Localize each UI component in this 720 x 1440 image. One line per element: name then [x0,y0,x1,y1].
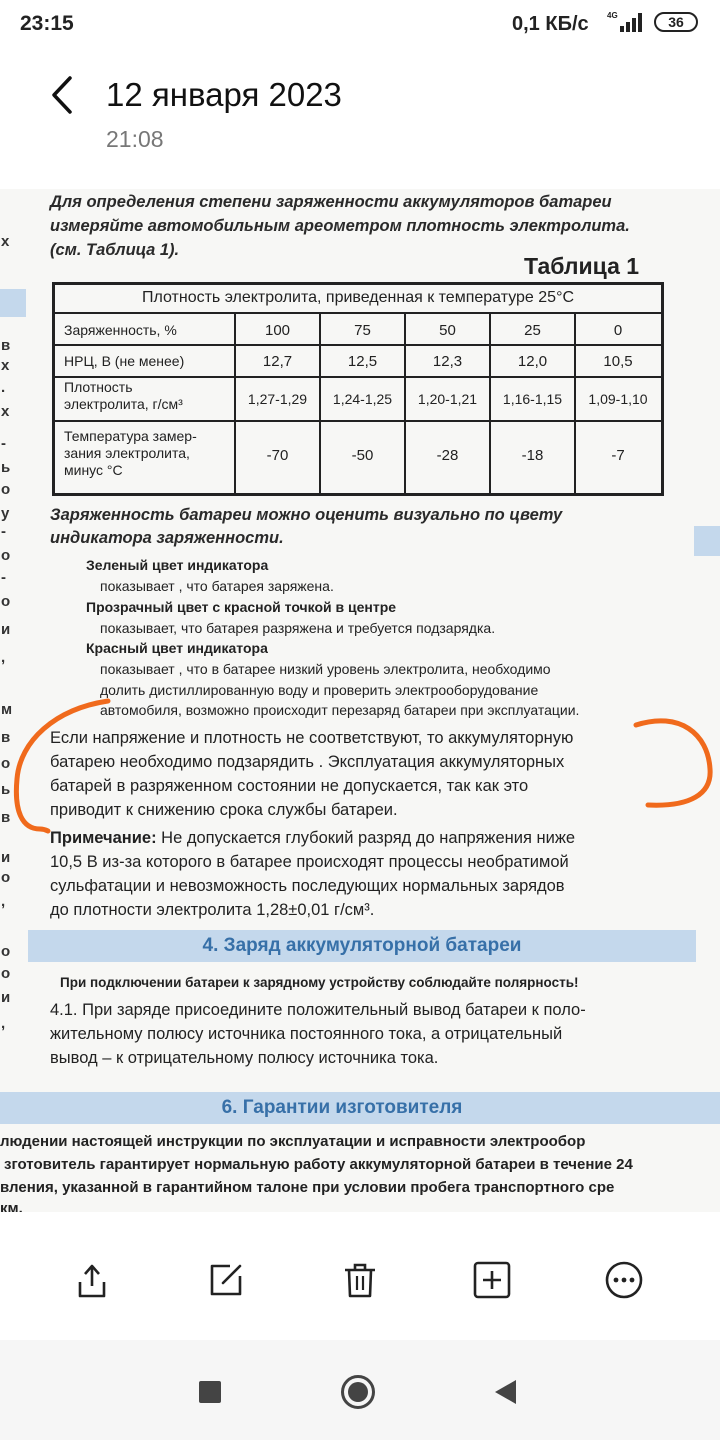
row-label-voltage: НРЦ, В (не менее) [64,353,185,369]
table-cell: 1,24-1,25 [332,391,393,407]
p41-line-3: вывод – к отрицательному полюсу источника тока. [50,1049,439,1067]
status-time: 23:15 [20,12,74,35]
table-cell: -50 [351,447,374,464]
guarantee-line-1: людении настоящей инструкции по эксплуатации и исправности электрообор [0,1133,586,1150]
document-page [0,189,720,1212]
back-icon[interactable] [40,72,86,118]
recents-icon[interactable] [198,1380,222,1404]
indicator-red-title: Красный цвет индикатора [86,640,268,656]
warning-line-1: Если напряжение и плотность не соответствуют, то аккумуляторную [50,729,574,747]
margin-fragment: - [1,569,6,586]
warning-line-2: батарею необходимо подзарядить . Эксплуатация аккумуляторных [50,753,565,771]
table-cell: 0 [613,322,623,339]
margin-fragment: . [1,379,6,396]
margin-fragment: о [1,593,11,610]
margin-fragment: о [1,547,11,564]
warning-line-4: приводит к снижению срока службы батареи. [50,801,398,819]
table-cell: 1,16-1,15 [502,391,563,407]
indicator-red-text-3: автомобиля, возможно происходит перезаряд батареи при эксплуатации. [100,702,580,718]
table-cell: 25 [524,322,541,339]
margin-fragment: х [1,357,10,374]
row-label-density-2: электролита, г/см³ [64,396,183,412]
warning-line-3: батарей в разряженном состоянии не допускается, так как это [50,777,529,795]
section6-title: 6. Гарантии изготовителя [221,1097,463,1118]
viewer-header [0,52,720,172]
guarantee-line-2: зготовитель гарантирует нормальную работу аккумуляторной батареи в течение 24 [4,1156,633,1173]
table-cell: 12,5 [347,353,378,370]
note-line-2: 10,5 В из-за которого в батарее происходят процессы необратимой [50,853,569,871]
margin-fragment: ь [1,459,11,476]
row-label-charge: Заряженность, % [64,322,177,338]
table-cell: 75 [354,322,371,339]
photo-time: 21:08 [106,126,164,152]
share-icon[interactable] [72,1260,112,1300]
section4-title: 4. Заряд аккумуляторной батареи [202,935,522,956]
p41-line-2: жительному полюсу источника постоянного тока, а отрицательный [50,1025,563,1043]
back-nav-icon[interactable] [492,1378,518,1406]
intro-line-3: (см. Таблица 1). [50,241,180,259]
indicator-red-text-2: долить дистиллированную воду и проверить электрооборудование [100,682,539,698]
intro-line-2: измеряйте автомобильным ареометром плотность электролита. [50,217,630,235]
guarantee-line-3: вления, указанной в гарантийном талоне при условии пробега транспортного сре [0,1179,615,1196]
margin-fragment: в [1,809,11,826]
row-label-freeze-3: минус °С [64,462,123,478]
margin-fragment: и [1,989,11,1006]
margin-fragment: о [1,481,11,498]
note-text-1: Не допускается глубокий разряд до напряжения ниже [156,829,576,847]
polarity-warning: При подключении батареи к зарядному устройству соблюдайте полярность! [60,975,579,990]
table-title: Плотность электролита, приведенная к температуре 25°С [141,289,575,306]
battery-icon: 36 [654,12,698,32]
margin-fragment: ь [1,781,11,798]
margin-fragment: , [1,649,6,666]
table-cell: -28 [436,447,459,464]
margin-fragment: м [1,701,13,718]
home-icon[interactable] [340,1374,376,1410]
guarantee-line-4: км. [0,1200,23,1212]
row-label-density-1: Плотность [64,379,133,395]
margin-fragment: , [1,893,6,910]
table-cell: 1,20-1,21 [417,391,478,407]
margin-fragment: в [1,337,11,354]
signal-icon [618,12,646,32]
table-cell: -18 [521,447,544,464]
p41-line-1: 4.1. При заряде присоедините положительный вывод батареи к поло- [50,1001,586,1019]
margin-fragment: - [1,523,6,540]
table-cell: 50 [439,322,456,339]
table-cell: 1,09-1,10 [588,391,648,407]
margin-fragment: о [1,965,11,982]
note-label: Примечание: [50,829,157,847]
margin-fragment: о [1,755,11,772]
table-cell: 12,0 [517,353,548,370]
visual-intro-line-1: Заряженность батареи можно оценить визуально по цвету [50,506,563,524]
bottom-toolbar [0,1212,720,1340]
margin-fragment: х [1,403,10,420]
delete-icon[interactable] [340,1260,380,1300]
table-label: Таблица 1 [524,253,640,279]
indicator-clear-title: Прозрачный цвет с красной точкой в центре [86,599,397,615]
annotation-mark [0,189,720,1212]
margin-fragment: о [1,943,11,960]
intro-line-1: Для определения степени заряженности аккумуляторов батареи [50,193,612,211]
table-cell: 12,7 [262,353,293,370]
margin-fragment: в [1,729,11,746]
margin-fragment: у [1,505,10,522]
margin-fragment: о [1,869,11,886]
margin-fragment: - [1,435,6,452]
table-cell: 100 [264,322,291,339]
row-label-freeze-1: Температура замер- [64,428,197,444]
edit-icon[interactable] [206,1260,246,1300]
add-icon[interactable] [472,1260,512,1300]
indicator-green-text: показывает , что батарея заряжена. [100,578,334,594]
status-bar [0,0,720,52]
photo-date: 12 января 2023 [106,76,342,113]
margin-fragment: х [1,233,10,250]
indicator-green-title: Зеленый цвет индикатора [86,557,269,573]
indicator-clear-text: показывает, что батарея разряжена и требуется подзарядка. [100,620,496,636]
margin-fragment: и [1,621,11,638]
network-type: 4G [607,11,618,20]
note-line-3: сульфатации и невозможность последующих нормальных зарядов [50,877,565,895]
photo-view[interactable] [0,189,720,1212]
table-cell: 10,5 [603,353,633,370]
more-icon[interactable] [604,1260,644,1300]
network-speed: 0,1 КБ/с [512,13,589,35]
margin-fragment: и [1,849,11,866]
table-cell: 1,27-1,29 [247,391,308,407]
system-nav-bar [0,1340,720,1440]
margin-fragment: , [1,1015,6,1032]
table-cell: -70 [266,447,289,464]
table-cell: 12,3 [432,353,463,370]
table-cell: -7 [611,447,625,464]
visual-intro-line-2: индикатора заряженности. [50,529,284,547]
note-line-4: до плотности электролита 1,28±0,01 г/см³. [50,901,375,919]
row-label-freeze-2: зания электролита, [64,445,190,461]
indicator-red-text-1: показывает , что в батарее низкий уровень электролита, необходимо [100,661,551,677]
